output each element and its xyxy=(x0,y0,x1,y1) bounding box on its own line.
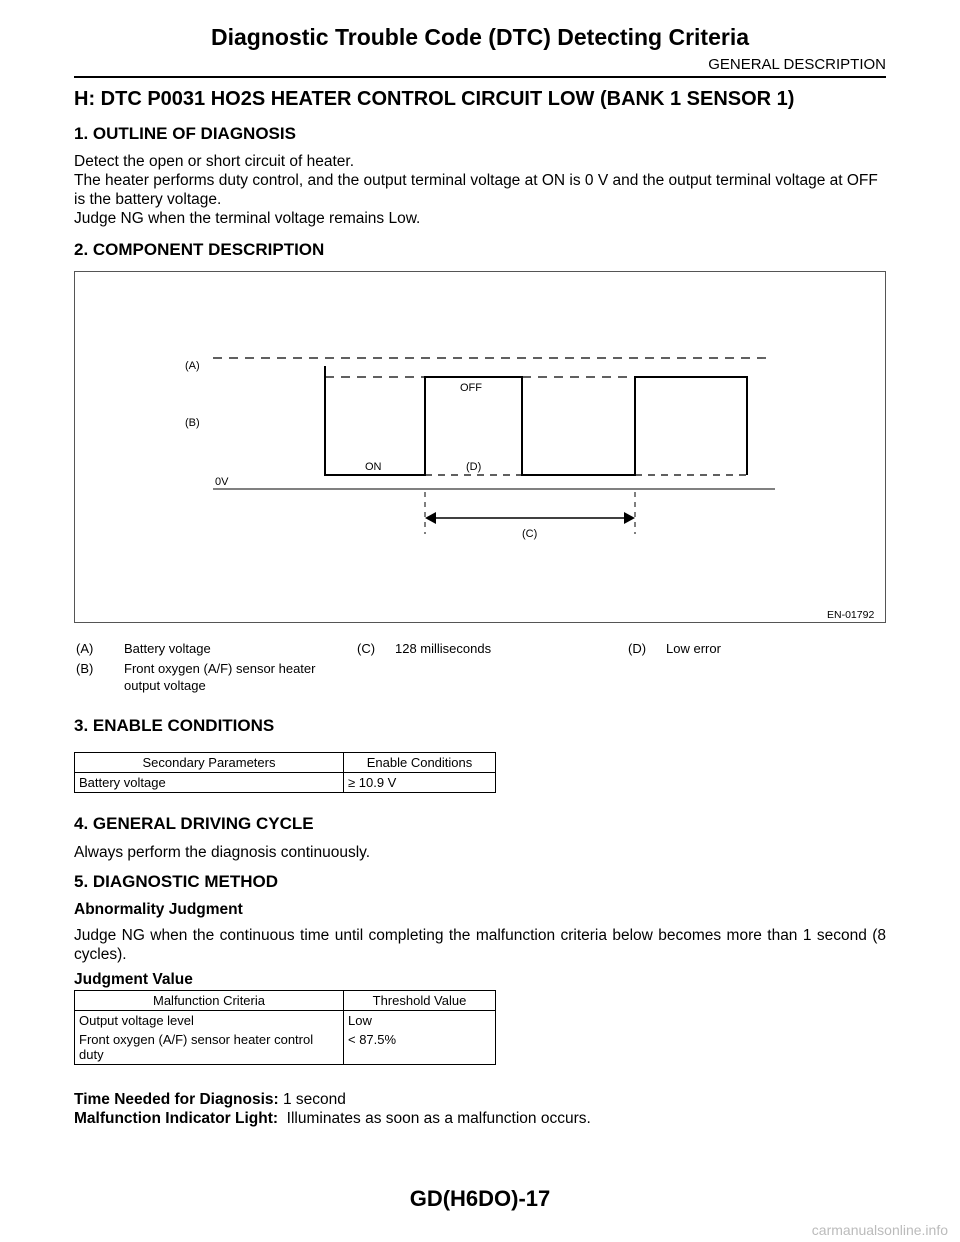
table-header-row xyxy=(75,991,496,1011)
time-needed-line xyxy=(74,1090,886,1109)
legend-key-a: (A) xyxy=(76,641,94,656)
label-off: OFF xyxy=(460,382,482,394)
table-cell: Battery voltage xyxy=(75,773,344,793)
table-row xyxy=(75,773,496,793)
abnormality-judgment-text: Judge NG when the continuous time until completing the malfunction criteria below becomes more than 1 second (8 cycles). xyxy=(74,927,886,963)
mil-label: Malfunction Indicator Light: xyxy=(74,1110,279,1127)
legend-key-d: (D) xyxy=(628,641,647,656)
page-number: GD(H6DO)-17 xyxy=(409,1186,551,1211)
judgment-value-table xyxy=(74,990,496,1065)
arrow-head-left xyxy=(425,512,436,524)
table-cell: Low xyxy=(344,1011,496,1031)
label-d: (D) xyxy=(466,461,482,473)
header-divider xyxy=(74,76,886,78)
page-header-section: GENERAL DESCRIPTION xyxy=(708,56,886,73)
section-heading-component: 2. COMPONENT DESCRIPTION xyxy=(74,240,325,259)
table-cell: < 87.5% xyxy=(344,1030,496,1065)
legend-text-b: Front oxygen (A/F) sensor heater output voltage xyxy=(124,661,316,693)
outline-line-2: The heater performs duty control, and the output terminal voltage at ON is 0 V and the output terminal voltage at OFF is the battery voltage. xyxy=(74,172,878,208)
judgment-value-heading: Judgment Value xyxy=(74,971,193,988)
dtc-heading: H: DTC P0031 HO2S HEATER CONTROL CIRCUIT LOW (BANK 1 SENSOR 1) xyxy=(74,88,795,110)
outline-line-3: Judge NG when the terminal voltage remains Low. xyxy=(74,210,421,227)
time-needed-value: 1 second xyxy=(278,1091,346,1108)
label-c: (C) xyxy=(522,528,538,540)
outline-text xyxy=(74,152,886,228)
section-heading-enable: 3. ENABLE CONDITIONS xyxy=(74,716,275,735)
figure-id: EN-01792 xyxy=(827,609,875,621)
table-header: Enable Conditions xyxy=(344,753,496,773)
legend-text-c: 128 milliseconds xyxy=(395,641,492,656)
label-a: (A) xyxy=(185,360,200,372)
heater-voltage-diagram xyxy=(74,271,886,623)
legend-key-b: (B) xyxy=(76,661,94,676)
time-needed-label: Time Needed for Diagnosis: xyxy=(74,1091,279,1108)
label-on: ON xyxy=(365,461,382,473)
table-header: Threshold Value xyxy=(344,991,496,1011)
driving-cycle-text: Always perform the diagnosis continuously. xyxy=(74,844,371,861)
table-row xyxy=(75,1011,496,1031)
label-0v: 0V xyxy=(215,476,229,488)
page-header-title: Diagnostic Trouble Code (DTC) Detecting Criteria xyxy=(211,24,749,50)
table-header: Secondary Parameters xyxy=(75,753,344,773)
legend-text-a: Battery voltage xyxy=(124,641,211,656)
mil-value: Illuminates as soon as a malfunction occurs. xyxy=(278,1110,591,1127)
table-row xyxy=(75,1030,496,1065)
legend-key-c: (C) xyxy=(357,641,376,656)
mil-line xyxy=(74,1109,886,1128)
table-cell: ≥ 10.9 V xyxy=(344,773,496,793)
table-cell: Output voltage level xyxy=(75,1011,344,1031)
section-heading-method: 5. DIAGNOSTIC METHOD xyxy=(74,872,279,891)
waveform-svg xyxy=(75,272,885,622)
label-b: (B) xyxy=(185,417,200,429)
enable-conditions-table xyxy=(74,752,496,793)
table-header: Malfunction Criteria xyxy=(75,991,344,1011)
heater-waveform xyxy=(325,366,747,475)
section-heading-outline: 1. OUTLINE OF DIAGNOSIS xyxy=(74,124,296,143)
section-heading-driving-cycle: 4. GENERAL DRIVING CYCLE xyxy=(74,814,314,833)
watermark: carmanualsonline.info xyxy=(811,1222,948,1238)
arrow-head-right xyxy=(624,512,635,524)
outline-line-1: Detect the open or short circuit of heater. xyxy=(74,153,355,170)
legend-text-d: Low error xyxy=(666,641,721,656)
table-cell: Front oxygen (A/F) sensor heater control duty xyxy=(75,1030,344,1065)
abnormality-judgment-heading: Abnormality Judgment xyxy=(74,901,243,918)
table-header-row xyxy=(75,753,496,773)
